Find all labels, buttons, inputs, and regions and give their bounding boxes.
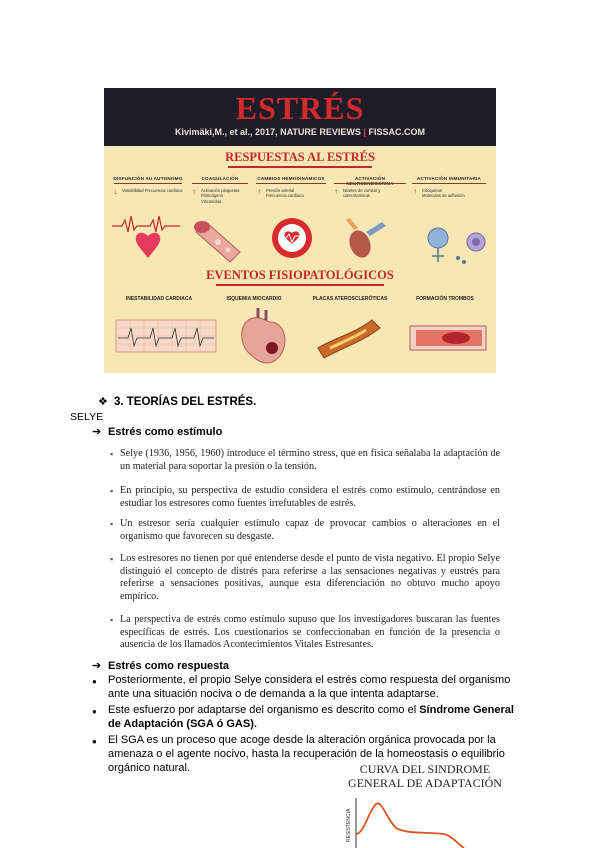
arrow-up-icon: ↑ — [192, 187, 196, 196]
infographic-citation — [104, 127, 496, 137]
column-item: Citoquinas Moléculas de adhesión — [422, 188, 465, 199]
column-item: Variabilidad Frecuencia cardiaca — [122, 188, 183, 193]
ecg-strip-icon — [116, 320, 216, 352]
column-heading-coagulation: COAGULACIÓN — [201, 176, 239, 181]
arrow-right-icon: ➔ — [92, 426, 102, 438]
immune-cells-icon — [428, 228, 485, 264]
adaptation-curve — [356, 803, 464, 848]
column-heading-autonomic: DISFUNCIÓN SU AUTONOMO — [113, 176, 183, 181]
infographic-title: ESTRÉS — [235, 90, 365, 126]
event-heading: PLACAS ATEROSCLERÓTICAS — [312, 296, 388, 302]
section-title-underline — [228, 166, 372, 168]
column-item: Activación plaquetas Fibrinógeno Viscosidad — [201, 188, 240, 204]
bullet-icon: ● — [92, 737, 97, 746]
bullet-dot-icon: ▪ — [110, 519, 114, 529]
bullet-icon: ● — [92, 677, 97, 686]
anatomical-heart-icon — [242, 308, 285, 363]
event-heading: FORMACIÓN TROMBOS — [416, 296, 474, 302]
column-rule — [192, 183, 248, 184]
stimulus-paragraph: La perspectiva de estrés como estímulo supuso que los investigadores buscaran las fuentes específicas de estrés. Los cuestionarios se confeccionaban en función de la presencia o ausencia de los llamados Acontecimientos Vitales Estresantes. — [120, 614, 500, 651]
column-rule — [412, 183, 486, 184]
column-rule — [256, 183, 326, 184]
bullet-dot-icon: ▪ — [110, 554, 114, 564]
column-rule — [334, 183, 406, 184]
arrow-right-icon: ➔ — [92, 660, 102, 672]
section-heading: 3. TEORÍAS DEL ESTRÉS. — [114, 396, 257, 408]
y-axis-label: RESISTENCIA — [346, 808, 352, 842]
arrow-up-icon: ↑ — [413, 187, 417, 196]
arrow-up-icon: ↑ — [334, 187, 338, 196]
blood-vessel-icon — [194, 221, 240, 262]
column-rule — [114, 183, 182, 184]
section-bullet-icon: ❖ — [98, 396, 108, 408]
stimulus-paragraph: Un estresor sería cualquier estímulo capaz de provocar cambios o alteraciones en el organismo que favorecen su desgaste. — [120, 518, 500, 542]
response-paragraph-1: Posteriormente, el propio Selye considera el estrés como respuesta del organismo ante una situación nociva o de demanda a la que intenta adaptarse. — [108, 674, 511, 700]
response-paragraph-2: Este esfuerzo por adaptarse del organismo es descrito como el Síndrome General de Adaptación (SGA ó GAS). — [108, 704, 514, 730]
event-heading: ISQUEMIA MIOCARDIO — [226, 296, 282, 302]
stimulus-paragraph: En principio, su perspectiva de estudio considera el estrés como estímulo, centrándose en estudiar los estresores como fuentes irrefutables de estrés. — [120, 485, 500, 509]
responses-illustrations — [110, 212, 490, 268]
section-title-responses: RESPUESTAS AL ESTRÉS — [225, 150, 375, 164]
bullet-icon: ● — [92, 707, 97, 716]
event-heading: INESTABILIDAD CARDIACA — [125, 296, 193, 302]
bullet-dot-icon: ▪ — [110, 449, 114, 459]
ecg-heart-icon — [112, 216, 180, 258]
bullet-dot-icon: ▪ — [110, 486, 114, 496]
response-paragraph-3: El SGA es un proceso que acoge desde la alteración orgánica provocada por la amenaza o el agente nocivo, hasta la recuperación de la homeostasis o equilibrio orgánico natural. — [108, 734, 505, 774]
stimulus-paragraph: Los estresores no tienen por qué entenderse desde el punto de vista negativo. El propio Selye distinguió el concepto de distrés para referirse a las sensaciones negativas y eustrés para referirse a sensaciones positivas, aunque esta diferenciación no obtuvo mucho apoyo empírico. — [120, 553, 500, 602]
section-title-underline — [216, 284, 384, 286]
column-item: Presión arterial Frecuencia cardiaca — [266, 188, 304, 199]
citation-main: Kivimäki,M., et al., 2017, NATURE REVIEWS — [175, 127, 361, 137]
citation-separator: | — [363, 127, 366, 137]
thrombus-vessel-icon — [410, 326, 486, 350]
bullet-dot-icon: ▪ — [110, 615, 114, 625]
column-heading-hemodynamic: CAMBIOS HEMODINÁMICOS — [257, 176, 325, 181]
subheading-stimulus: Estrés como estímulo — [108, 426, 223, 438]
column-item: Niveles de cortisol y catecolaminas — [343, 188, 381, 199]
author-label: SELYE — [70, 411, 104, 423]
events-illustrations — [110, 308, 490, 370]
estres-infographic — [104, 88, 496, 373]
section-title-events: EVENTOS FISIOPATOLÓGICOS — [206, 268, 394, 282]
stimulus-paragraph: Selye (1936, 1956, 1960) introduce el término stress, que en física señalaba la adaptación de un material para soportar la presión o la tensión. — [120, 448, 500, 472]
adrenal-kidney-icon — [346, 218, 386, 261]
column-heading-immune: ACTIVACIÓN INMUNITARIA — [417, 176, 481, 181]
subheading-response: Estrés como respuesta — [108, 660, 230, 672]
atherosclerotic-artery-icon — [318, 320, 380, 358]
adaptation-curve-chart — [340, 794, 510, 848]
column-heading-neuroendocrine: ACTIVACIÓN — [354, 176, 386, 181]
curve-figure-title: CURVA DEL SINDROME GENERAL DE ADAPTACIÓN — [348, 762, 502, 790]
arrow-up-icon: ↑ — [257, 187, 261, 196]
citation-site: FISSAC.COM — [368, 127, 425, 137]
heart-monitor-icon — [272, 218, 312, 258]
arrow-down-icon: ↓ — [113, 187, 117, 196]
